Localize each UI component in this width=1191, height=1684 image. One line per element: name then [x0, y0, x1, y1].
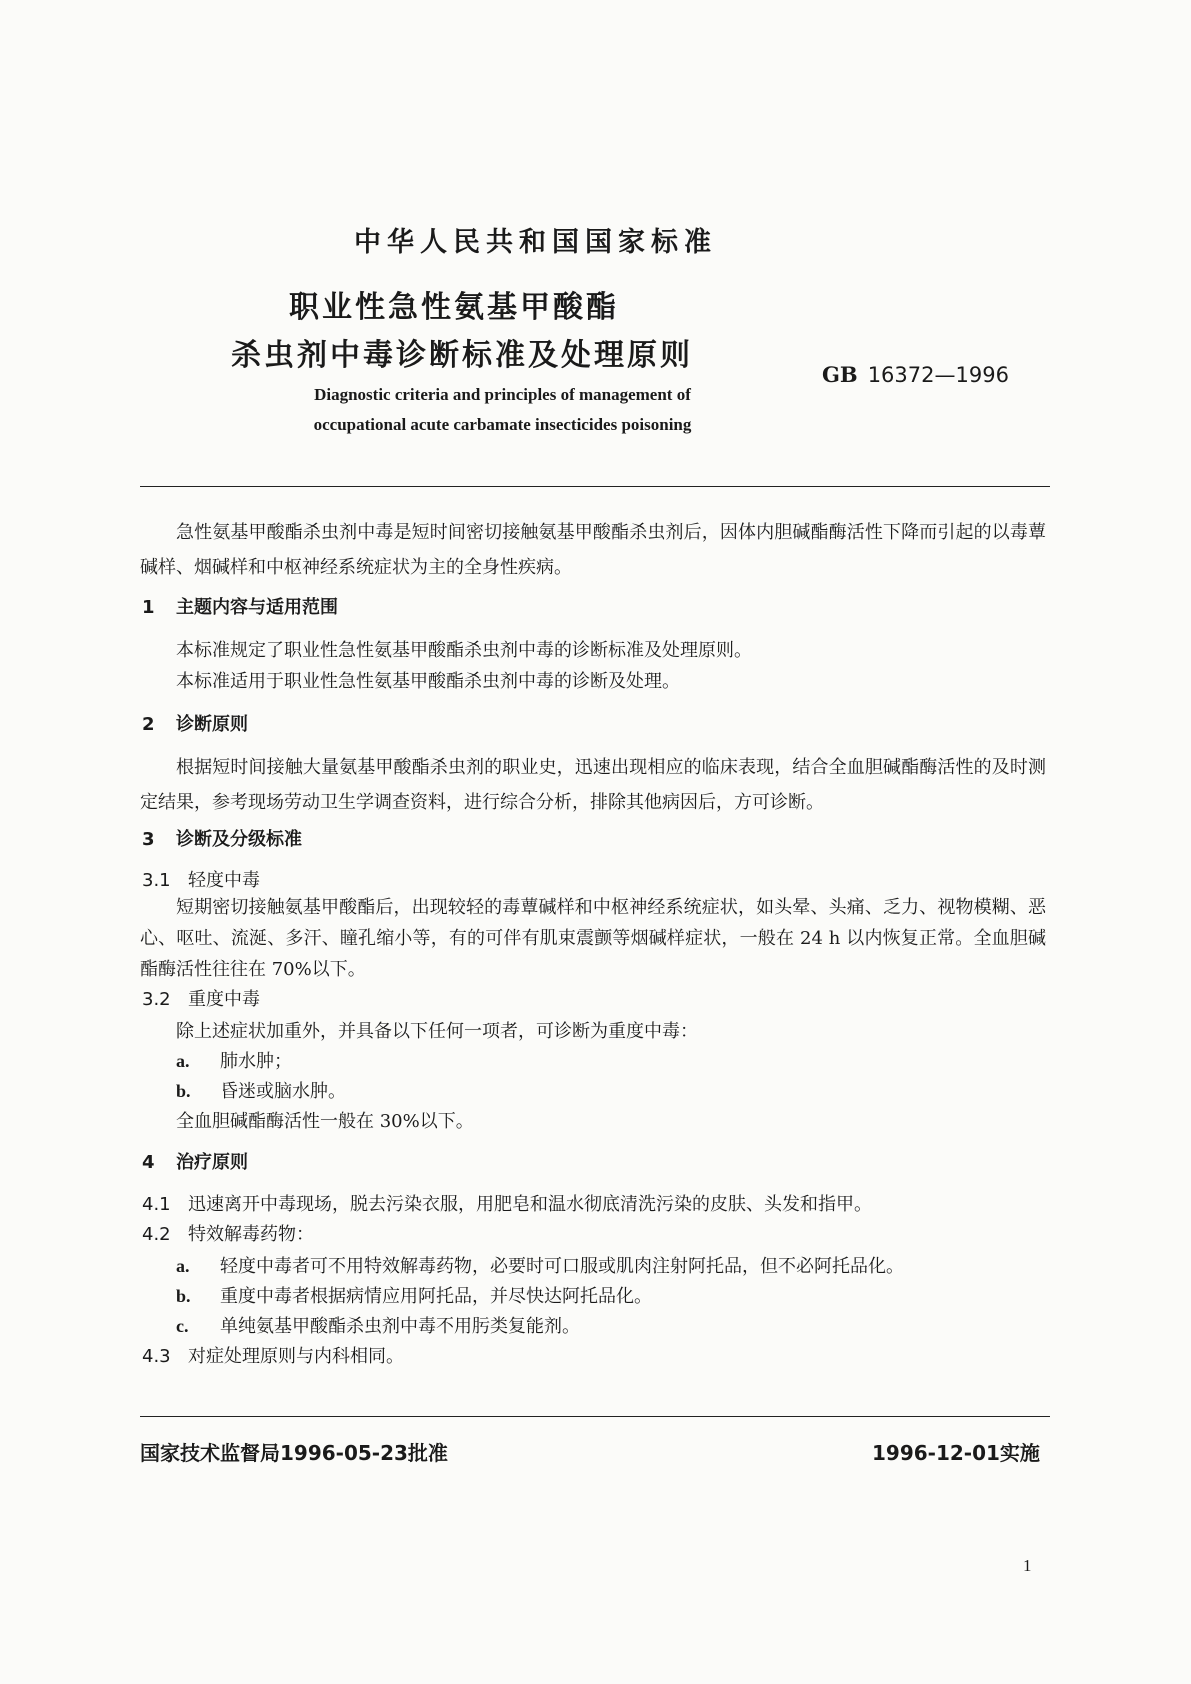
s2-paragraph: 根据短时间接触大量氨基甲酸酯杀虫剂的职业史，迅速出现相应的临床表现，结合全血胆碱酯酶活性的及时测定结果，参考现场劳动卫生学调查资料，进行综合分析，排除其他病因后，方可诊断。	[140, 757, 1046, 813]
subsection-3-1-text: 短期密切接触氨基甲酸酯后，出现较轻的毒蕈碱样和中枢神经系统症状，如头晕、头痛、乏力、视物模糊、恶心、呕吐、流涎、多汗、瞳孔缩小等，有的可伴有肌束震颤等烟碱样症状，一般在 24 h 以内恢复正常。全血胆碱酯酶活性往往在 70%以下。	[140, 897, 1046, 980]
subsection-title: 特效解毒药物：	[188, 1224, 314, 1245]
subsection-number: 4.1	[142, 1194, 171, 1215]
list-label: c.	[176, 1316, 189, 1336]
subsection-title: 重度中毒	[188, 989, 260, 1010]
subsection-4-3	[142, 1342, 404, 1368]
subsection-number: 4.3	[142, 1346, 171, 1367]
subsection-3-2-intro: 除上述症状加重外，并具备以下任何一项者，可诊断为重度中毒：	[176, 1021, 698, 1042]
treatment-item-c	[176, 1312, 580, 1338]
list-text: 重度中毒者根据病情应用阿托品，并尽快达阿托品化。	[220, 1286, 652, 1307]
section-title: 治疗原则	[176, 1152, 248, 1173]
section-title: 诊断及分级标准	[176, 829, 302, 850]
s1-paragraph-1: 本标准规定了职业性急性氨基甲酸酯杀虫剂中毒的诊断标准及处理原则。	[176, 640, 752, 661]
english-title-line-2: occupational acute carbamate insecticides poisoning	[313, 415, 692, 434]
list-text: 轻度中毒者可不用特效解毒药物，必要时可口服或肌肉注射阿托品，但不必阿托品化。	[220, 1256, 904, 1277]
section-number: 3	[142, 829, 155, 850]
subsection-text: 迅速离开中毒现场，脱去污染衣服，用肥皂和温水彻底清洗污染的皮肤、头发和指甲。	[188, 1194, 872, 1215]
subsection-number: 3.2	[142, 989, 171, 1010]
subsection-3-2-note: 全血胆碱酯酶活性一般在 30%以下。	[176, 1111, 474, 1132]
subsection-4-2-heading	[142, 1220, 314, 1246]
s1-paragraph-2: 本标准适用于职业性急性氨基甲酸酯杀虫剂中毒的诊断及处理。	[176, 671, 680, 692]
list-item-b	[176, 1077, 346, 1103]
list-label: a.	[176, 1256, 190, 1276]
list-text: 昏迷或脑水肿。	[220, 1081, 346, 1102]
list-label: b.	[176, 1286, 191, 1306]
subsection-text: 对症处理原则与内科相同。	[188, 1346, 404, 1367]
section-number: 1	[142, 597, 155, 618]
effective-date: 1996-12-01实施	[872, 1441, 1040, 1465]
section-4-heading	[142, 1148, 248, 1174]
page-number: 1	[1023, 1556, 1032, 1575]
section-number: 4	[142, 1152, 155, 1173]
subsection-title: 轻度中毒	[188, 870, 260, 891]
subsection-number: 4.2	[142, 1224, 171, 1245]
section-2-heading	[142, 710, 248, 736]
code-prefix: GB	[822, 362, 858, 387]
header-divider	[140, 486, 1050, 487]
section-1-heading	[142, 593, 338, 619]
approval-date: 国家技术监督局1996-05-23批准	[140, 1441, 448, 1465]
section-title: 主题内容与适用范围	[176, 597, 338, 618]
subsection-3-2-heading	[142, 985, 260, 1011]
standard-org-header: 中华人民共和国国家标准	[354, 227, 717, 258]
subsection-4-1	[142, 1190, 872, 1216]
section-number: 2	[142, 714, 155, 735]
list-text: 肺水肿；	[220, 1051, 292, 1072]
subsection-number: 3.1	[142, 870, 171, 891]
list-label: a.	[176, 1051, 190, 1071]
list-label: b.	[176, 1081, 191, 1101]
section-3-heading	[142, 825, 302, 851]
code-number: 16372—1996	[867, 363, 1009, 387]
treatment-item-b	[176, 1282, 652, 1308]
standard-code	[822, 362, 1009, 387]
title-line-2: 杀虫剂中毒诊断标准及处理原则	[231, 338, 693, 373]
list-text: 单纯氨基甲酸酯杀虫剂中毒不用肟类复能剂。	[220, 1316, 580, 1337]
list-item-a	[176, 1047, 292, 1073]
subsection-3-1-heading	[142, 866, 260, 892]
treatment-item-a	[176, 1252, 904, 1278]
section-title: 诊断原则	[176, 714, 248, 735]
title-line-1: 职业性急性氨基甲酸酯	[289, 290, 619, 325]
footer-divider	[140, 1416, 1050, 1417]
intro-paragraph: 急性氨基甲酸酯杀虫剂中毒是短时间密切接触氨基甲酸酯杀虫剂后，因体内胆碱酯酶活性下降而引起的以毒蕈碱样、烟碱样和中枢神经系统症状为主的全身性疾病。	[140, 522, 1046, 578]
english-title-line-1: Diagnostic criteria and principles of management of	[314, 385, 691, 404]
